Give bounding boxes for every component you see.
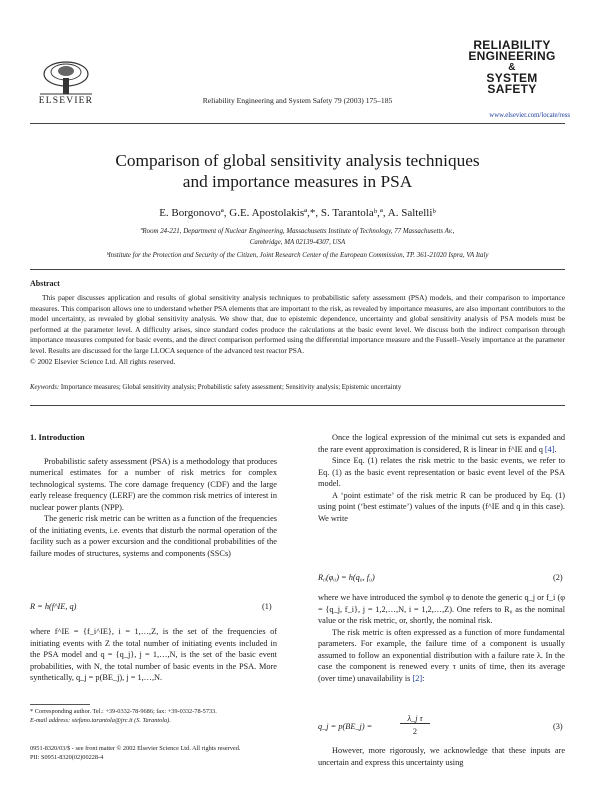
- affiliation-b: ᵇInstitute for the Protection and Security of the Citizen, Joint Research Center of the European Commission, TP. 361-21020 Ispra, VA Italy: [106, 252, 489, 259]
- pii-line: PII: S0951-8320(02)00228-4: [30, 753, 104, 761]
- abstract-text: This paper discusses application and results of global sensitivity analysis techniques to probabilistic safety assessment (PSA) models, and their comparison to importance measures. This comparison allows one to understand whether PSA elements that are important to the risk, as revealed by importance measures, are also important contributors to the model uncertainty, as revealed by global sensitivity analysis. We show that, due to epistemic dependence, uncertainty and global sensitivity analysis of PSA models must be performed at the parameter level. A difficulty arises, since standard codes produce the calculations at the basic event level. We discuss both the indirect comparison through importance measures computed for basic events, and the direct comparison performed using the differential importance measure and the Fussell–Vesely importance at the parameter level. Results are discussed for the large LLOCA sequence of the advanced test reactor PSA.: [30, 293, 565, 355]
- issn-line: 0951-8320/03/$ - see front matter © 2002 Elsevier Science Ltd. All rights reserved.: [30, 745, 241, 752]
- footnote-corresponding: [30, 708, 277, 725]
- intro-paragraph-3: where f^IE = {f_i^IE}, i = 1,…,Z, is the set of the frequencies of initiating events with Z the total number of initiating events included in the PSA model and q = {q_j}, j = 1,…,N, is the set of the basic event probabilities, with N, the total number of basic events in the PSA. More synthetically, q_j = p(BE_j), j = 1,…,N.: [30, 627, 277, 682]
- header-divider: [30, 123, 565, 124]
- equation-2: R₀(φ₀) = h(q₀, f₀): [318, 573, 375, 582]
- equation-3-numerator: λ_j τ: [400, 714, 430, 724]
- intro-paragraph-1: Probabilistic safety assessment (PSA) is a methodology that produces numerical estimates for a number of risk metrics for complex technological systems. The core damage frequency (CDF) and the large early release frequency (LERF) are the common risk metrics of interest in nuclear power plants (NPP).: [30, 456, 277, 512]
- affiliation-a: [40, 226, 555, 248]
- brand-line-2: ENGINEERING: [468, 49, 556, 63]
- reference-link-2[interactable]: [2]: [412, 673, 423, 683]
- equation-3-lhs: q_j = p(BE_j) =: [318, 722, 373, 731]
- right-paragraph-3: A ‘point estimate’ of the risk metric R can be produced by Eq. (1) using point (‘best estimate’) values of the inputs (f^IE and q in this case). We write: [318, 490, 565, 523]
- right-paragraph-5-text: The risk metric is often expressed as a function of more fundamental parameters. For example, the failure time of a component is usually assumed to follow an exponential distribution with a failure rate λ. In the case the component is renewed every τ units of time, then its average (over time) unavailability is: [318, 627, 565, 683]
- right-paragraph-2: Since Eq. (1) relates the risk metric to the basic events, we refer to Eq. (1) as the basic event representation or basic event level of the PSA model.: [318, 456, 565, 488]
- paper-title: [0, 150, 595, 192]
- equation-2-number: (2): [553, 573, 563, 582]
- abstract-bottom-divider: [30, 405, 565, 406]
- abstract-heading: Abstract: [30, 279, 60, 288]
- right-paragraph-1-text: Once the logical expression of the minimal cut sets is expanded and the rare event approximation is considered, R is linear in f^IE and q: [318, 433, 565, 454]
- section-heading: 1. Introduction: [30, 432, 85, 442]
- footnote-email: E-mail address: stefano.tarantola@jrc.it (S. Tarantola).: [30, 716, 171, 724]
- brand-line-4: SYSTEM: [486, 71, 538, 85]
- right-paragraph-5: The risk metric is often expressed as a function of more fundamental parameters. For example, the failure time of a component is usually assumed to follow an exponential distribution with a failure rate λ. In the case the component is renewed every τ units of time, then its average (over time) unavailability is [2]:: [318, 627, 565, 683]
- keywords: [30, 384, 565, 391]
- right-paragraph-1: Once the logical expression of the minimal cut sets is expanded and the rare event approximation is considered, R is linear in f^IE and q [4].: [318, 433, 565, 454]
- right-column-end: [318, 745, 565, 768]
- equation-1: R = h(f^IE, q): [30, 602, 77, 611]
- paper-title-line-2: and importance measures in PSA: [182, 172, 413, 191]
- equation-3-denominator: 2: [412, 727, 418, 736]
- brand-line-3: &: [508, 62, 516, 73]
- right-paragraph-6: However, more rigorously, we acknowledge that these inputs are uncertain and express this uncertainty using: [318, 746, 565, 767]
- abstract-top-divider: [30, 269, 565, 270]
- affiliation-a-line-2: Cambridge, MA 02139-4307, USA: [249, 239, 346, 246]
- equation-1-number: (1): [262, 602, 272, 611]
- keywords-text: Importance measures; Global sensitivity analysis; Probabilistic safety assessment; Sensitivity analysis; Epistemic uncertainty: [60, 384, 402, 391]
- publisher-name: ELSEVIER: [38, 96, 94, 106]
- reference-link-4[interactable]: [4]: [544, 444, 555, 454]
- equation-3-number: (3): [553, 722, 563, 731]
- brand-line-1: RELIABILITY: [473, 38, 551, 52]
- footnote-divider: [30, 704, 90, 705]
- paper-title-line-1: Comparison of global sensitivity analysis techniques: [115, 151, 480, 170]
- right-column-cont: [318, 592, 565, 684]
- journal-url-link[interactable]: www.elsevier.com/locate/ress: [489, 112, 570, 119]
- brand-line-5: SAFETY: [487, 82, 537, 96]
- journal-brand-logo: [458, 40, 566, 95]
- left-column: [30, 432, 277, 559]
- affiliation-a-line-1: ªRoom 24-221, Department of Nuclear Engineering, Massachusetts Institute of Technology, 77 Massachusetts Av.,: [140, 228, 455, 235]
- front-matter: [30, 745, 240, 762]
- abstract-body: [30, 293, 565, 367]
- footnote-corresponding-author: * Corresponding author. Tel.: +39-0332-78-9686; fax: +39-0332-78-5733.: [30, 708, 217, 715]
- right-column: [318, 432, 565, 524]
- right-paragraph-4: where we have introduced the symbol φ to denote the generic q_j or f_i (φ = {q_j, f_i}, j = 1,2,…,N, i = 1,2,…,Z). One refers to R₀ as the nominal value or the risk metric, or, shortly, the nominal risk.: [318, 593, 565, 625]
- abstract-copyright: © 2002 Elsevier Science Ltd. All rights reserved.: [30, 356, 176, 366]
- intro-paragraph-2: The generic risk metric can be written as a function of the frequencies of the initiating events, i.e. events that disturb the normal operation of the facility such as a power excursion and the conditional probabilities of the failure modes of structures, systems and components (SSCs): [30, 514, 277, 558]
- keywords-label: Keywords:: [30, 384, 60, 391]
- left-column-cont: [30, 626, 277, 684]
- author-list: E. Borgonovoª, G.E. Apostolakisª,*, S. Tarantolaᵇ,ª, A. Saltelliᵇ: [159, 207, 436, 219]
- journal-citation: Reliability Engineering and System Safety 79 (2003) 175–185: [202, 96, 393, 105]
